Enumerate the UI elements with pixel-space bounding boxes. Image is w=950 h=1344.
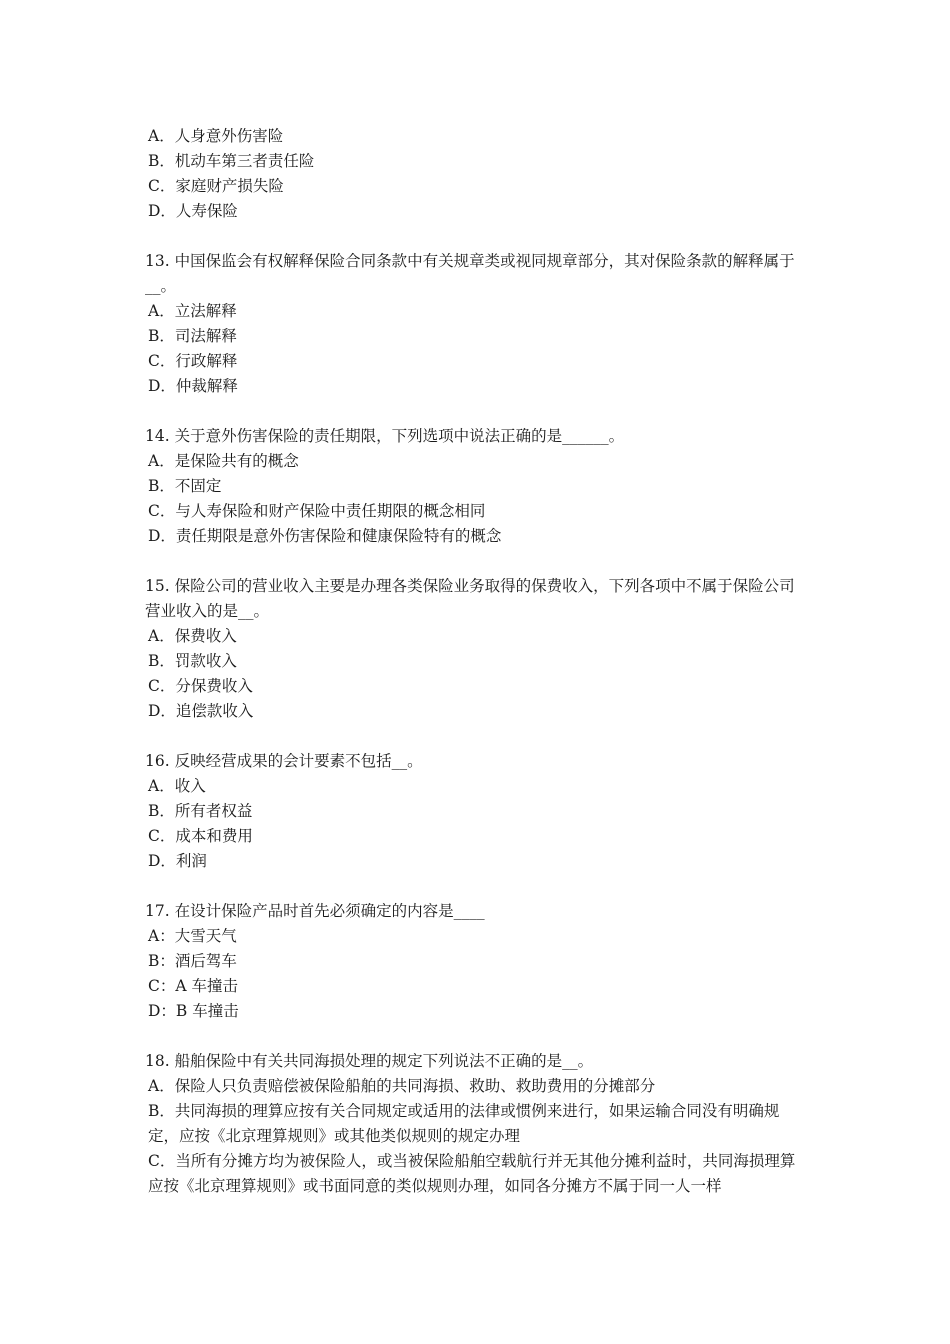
option-a: A．保费收入 — [148, 627, 237, 645]
option-b: B．机动车第三者责任险 — [148, 152, 315, 170]
question-stem: 14. 关于意外伤害保险的责任期限，下列选项中说法正确的是______。 — [145, 427, 625, 445]
option-b: B．罚款收入 — [148, 652, 237, 670]
option-c: C．当所有分摊方均为被保险人，或当被保险船舶空载航行并无其他分摊利益时，共同海损理算应按《北京理算规则》或书面同意的类似规则办理，如同各分摊方不属于同一人一样 — [148, 1152, 796, 1195]
option-a: A．立法解释 — [148, 302, 237, 320]
option-d: D．人寿保险 — [148, 202, 238, 220]
document-page — [145, 124, 810, 1224]
option-c: C．分保费收入 — [148, 677, 253, 695]
option-d: D：B 车撞击 — [148, 1002, 239, 1020]
option-b: B．司法解释 — [148, 327, 237, 345]
option-b: B．共同海损的理算应按有关合同规定或适用的法律或惯例来进行，如果运输合同没有明确规定，应按《北京理算规则》或其他类似规则的规定办理 — [148, 1102, 780, 1145]
option-b: B：酒后驾车 — [148, 952, 237, 970]
question-18 — [145, 1049, 810, 1199]
option-a: A．收入 — [148, 777, 206, 795]
question-16 — [145, 749, 810, 874]
question-12-options — [145, 124, 810, 224]
question-17 — [145, 899, 810, 1024]
option-d: D．责任期限是意外伤害保险和健康保险特有的概念 — [148, 527, 502, 545]
option-d: D．利润 — [148, 852, 207, 870]
option-a: A．是保险共有的概念 — [148, 452, 299, 470]
option-b: B．不固定 — [148, 477, 222, 495]
option-c: C．成本和费用 — [148, 827, 253, 845]
question-15 — [145, 574, 810, 724]
question-stem: 16. 反映经营成果的会计要素不包括__。 — [145, 752, 423, 770]
question-stem: 18. 船舶保险中有关共同海损处理的规定下列说法不正确的是__。 — [145, 1052, 594, 1070]
option-d: D．仲裁解释 — [148, 377, 238, 395]
option-c: C．行政解释 — [148, 352, 238, 370]
question-14 — [145, 424, 810, 549]
question-13 — [145, 249, 810, 399]
option-a: A：大雪天气 — [148, 927, 237, 945]
option-c: C．家庭财产损失险 — [148, 177, 284, 195]
question-stem: 13. 中国保监会有权解释保险合同条款中有关规章类或视同规章部分，其对保险条款的解释属于__。 — [145, 252, 795, 295]
option-a: A．保险人只负责赔偿被保险船舶的共同海损、救助、救助费用的分摊部分 — [148, 1077, 656, 1095]
option-c: C：A 车撞击 — [148, 977, 238, 995]
option-c: C．与人寿保险和财产保险中责任期限的概念相同 — [148, 502, 486, 520]
option-b: B．所有者权益 — [148, 802, 253, 820]
option-a: A．人身意外伤害险 — [148, 127, 284, 145]
option-d: D．追偿款收入 — [148, 702, 254, 720]
question-stem: 17. 在设计保险产品时首先必须确定的内容是____ — [145, 902, 485, 920]
question-stem: 15. 保险公司的营业收入主要是办理各类保险业务取得的保费收入，下列各项中不属于保险公司营业收入的是__。 — [145, 577, 795, 620]
